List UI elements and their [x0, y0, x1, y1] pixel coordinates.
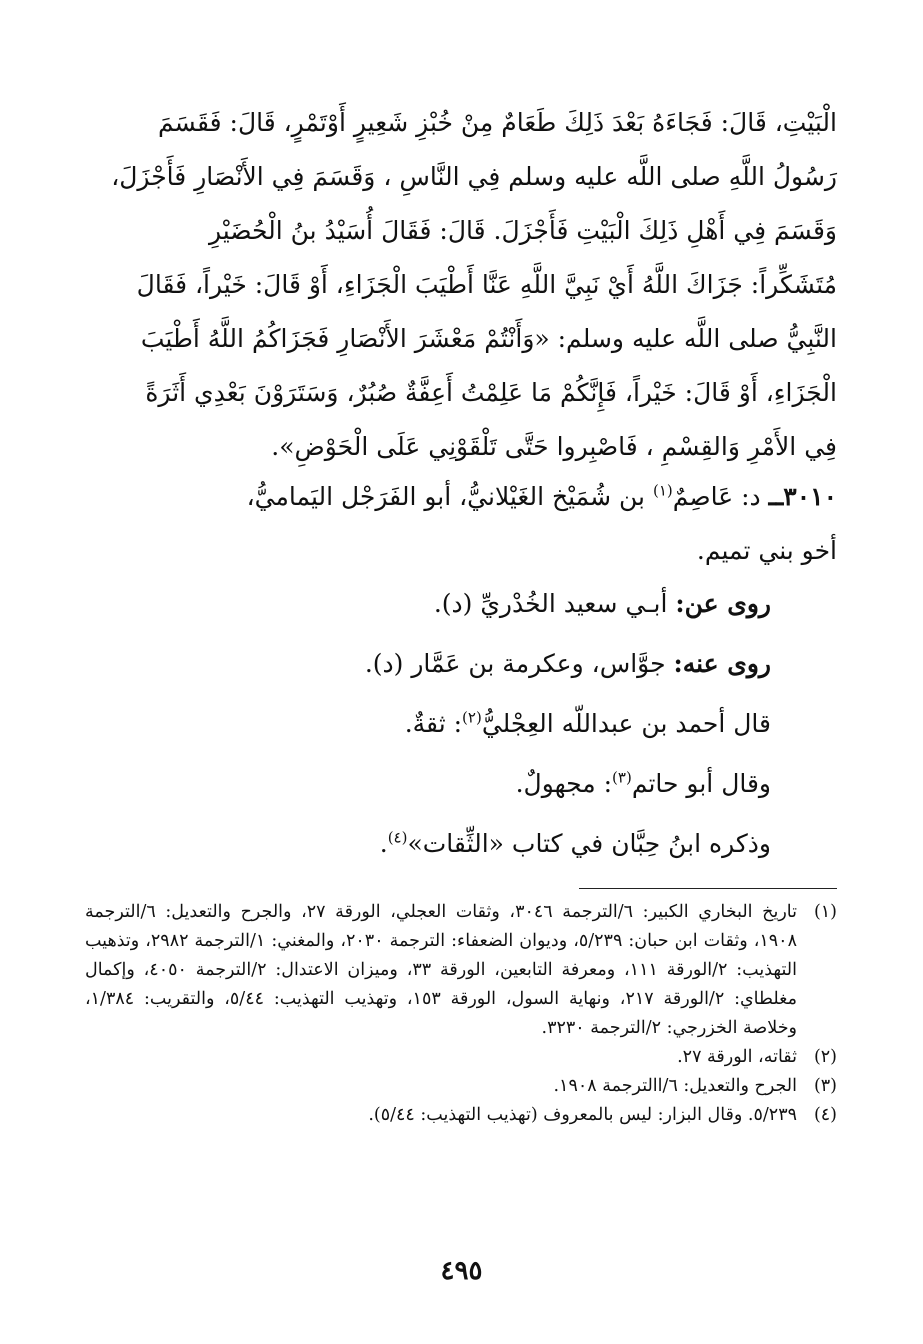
abu-hatim-text: وقال أبو حاتم: [631, 769, 771, 798]
footnote: [85, 1101, 837, 1130]
ibn-hibban-text: وذكره ابنُ حِبَّان في كتاب «الثِّقات»: [407, 829, 771, 858]
footnote-number: (٤): [813, 1105, 837, 1125]
narrated-from-line: [91, 574, 771, 634]
footnote-number: (٣): [813, 1076, 837, 1096]
entry-number: ٣٠١٠ــ: [768, 482, 837, 511]
footnote-text: ٥/٢٣٩. وقال البزار: ليس بالمعروف (تهذيب التهذيب: ٥/٤٤).: [368, 1105, 797, 1125]
narrated-by-value: جوَّاس، وعكرمة بن عَمَّار (د).: [364, 649, 666, 678]
footnote-ref: (١): [652, 481, 673, 500]
footnotes: [85, 898, 837, 1130]
footnote-number: (١): [813, 902, 837, 922]
ibn-hibban-end: .: [379, 829, 388, 858]
text-line: مُتَشَكِّراً: جَزَاكَ اللَّهُ أَيْ نَبِيَّ اللَّهِ عَنَّا أَطْيَبَ الْجَزَاءِ، أَوْ قَالَ: خَيْراً، فَقَالَ: [136, 270, 837, 299]
ijli-text: قال أحمد بن عبداللّه العِجْليُّ: [481, 709, 771, 738]
page-number: ٤٩٥: [440, 1256, 483, 1286]
footnote-number: (٢): [813, 1047, 837, 1067]
footnote-ref: (٢): [462, 708, 482, 727]
ijli-verdict: : ثقةٌ.: [404, 709, 463, 738]
narrated-by-line: [91, 634, 771, 694]
narrator-info: [91, 574, 771, 874]
footnote-ref: (٣): [612, 768, 632, 787]
text-line: وَقَسَمَ فِي أَهْلِ ذَلِكَ الْبَيْتِ فَأَجْزَلَ. قَالَ: فَقَالَ أُسَيْدُ بنُ الْحُضَيْرِ: [208, 216, 837, 245]
text-line: فِي الأَمْرِ وَالقِسْمِ ، فَاصْبِروا حَتَّى تَلْقَوْنِي عَلَى الْحَوْضِ».: [271, 432, 837, 461]
narrator-entry-heading: [85, 470, 837, 578]
narrated-by-label: روى عنه:: [673, 649, 771, 678]
ijli-opinion-line: [91, 694, 771, 754]
ibn-hibban-line: [91, 814, 771, 874]
footnote-separator: [579, 888, 837, 889]
text-line: النَّبِيُّ صلى اللَّه عليه وسلم: «وَأَنْتُمْ مَعْشَرَ الأَنْصَارِ فَجَزَاكُمُ اللَّهُ أَطْيَبَ: [140, 324, 837, 353]
entry-symbol: د:: [741, 482, 761, 511]
footnote: [85, 1072, 837, 1101]
footnote-text: تاريخ البخاري الكبير: ٦/الترجمة ٣٠٤٦، وثقات العجلي، الورقة ٢٧، والجرح والتعديل: ٦/الترجمة ١٩٠٨، وثقات ابن حبان: ٥/٢٣٩، وديوان الضعفاء: الترجمة ٢٠٣٠، والمغني: ١/الترجمة ٢٩٨٢، وتذهيب التهذيب: ٢/الورقة ١١١، ومعرفة التابعين، الورقة ٣٣، وميزان الاعتدال: ٢/الترجمة ٤٠٥٠، وإكمال مغلطاي: ٢/الورقة ٢١٧، ونهاية السول، الورقة ١٥٣، وتهذيب التهذيب: ٥/٤٤، والتقريب: ١/٣٨٤، وخلاصة الخزرجي: ٢/الترجمة ٣٢٣٠.: [85, 902, 797, 1038]
abu-hatim-opinion-line: [91, 754, 771, 814]
narrator-lineage: بن شُمَيْخ الغَيْلانيُّ، أبو الفَرَجْل اليَماميُّ،: [246, 482, 646, 511]
footnote: [85, 898, 837, 1043]
footnote-ref: (٤): [387, 828, 408, 847]
text-line: الْبَيْتِ، قَالَ: فَجَاءَهُ بَعْدَ ذَلِكَ طَعَامٌ مِنْ خُبْزِ شَعِيرٍ أَوْتَمْرٍ، قَالَ: فَقَسَمَ: [158, 108, 837, 137]
narrated-from-label: روى عن:: [675, 589, 771, 618]
text-line: الْجَزَاءِ، أَوْ قَالَ: خَيْراً، فَإِنَّكُمْ مَا عَلِمْتُ أَعِفَّةٌ صُبُرٌ، وَسَتَرَوْنَ بَعْدِي أَثَرَةً: [145, 378, 837, 407]
text-line: رَسُولُ اللَّهِ صلى اللَّه عليه وسلم فِي النَّاسِ ، وَقَسَمَ فِي الأَنْصَارِ فَأَجْزَلَ،: [111, 162, 837, 191]
hadith-continuation: [85, 96, 837, 474]
narrated-from-value: أبـي سعيد الخُدْريِّ (د).: [433, 589, 668, 618]
footnote: [85, 1043, 837, 1072]
abu-hatim-verdict: : مجهولٌ.: [515, 769, 613, 798]
footnote-text: الجرح والتعديل: ٦/االترجمة ١٩٠٨.: [553, 1076, 797, 1096]
footnote-text: ثقاته، الورقة ٢٧.: [677, 1047, 797, 1067]
entry-second-line: أخو بني تميم.: [696, 536, 837, 565]
entry-first-line: [85, 470, 837, 524]
narrator-name: عَاصِمٌ: [672, 482, 734, 511]
